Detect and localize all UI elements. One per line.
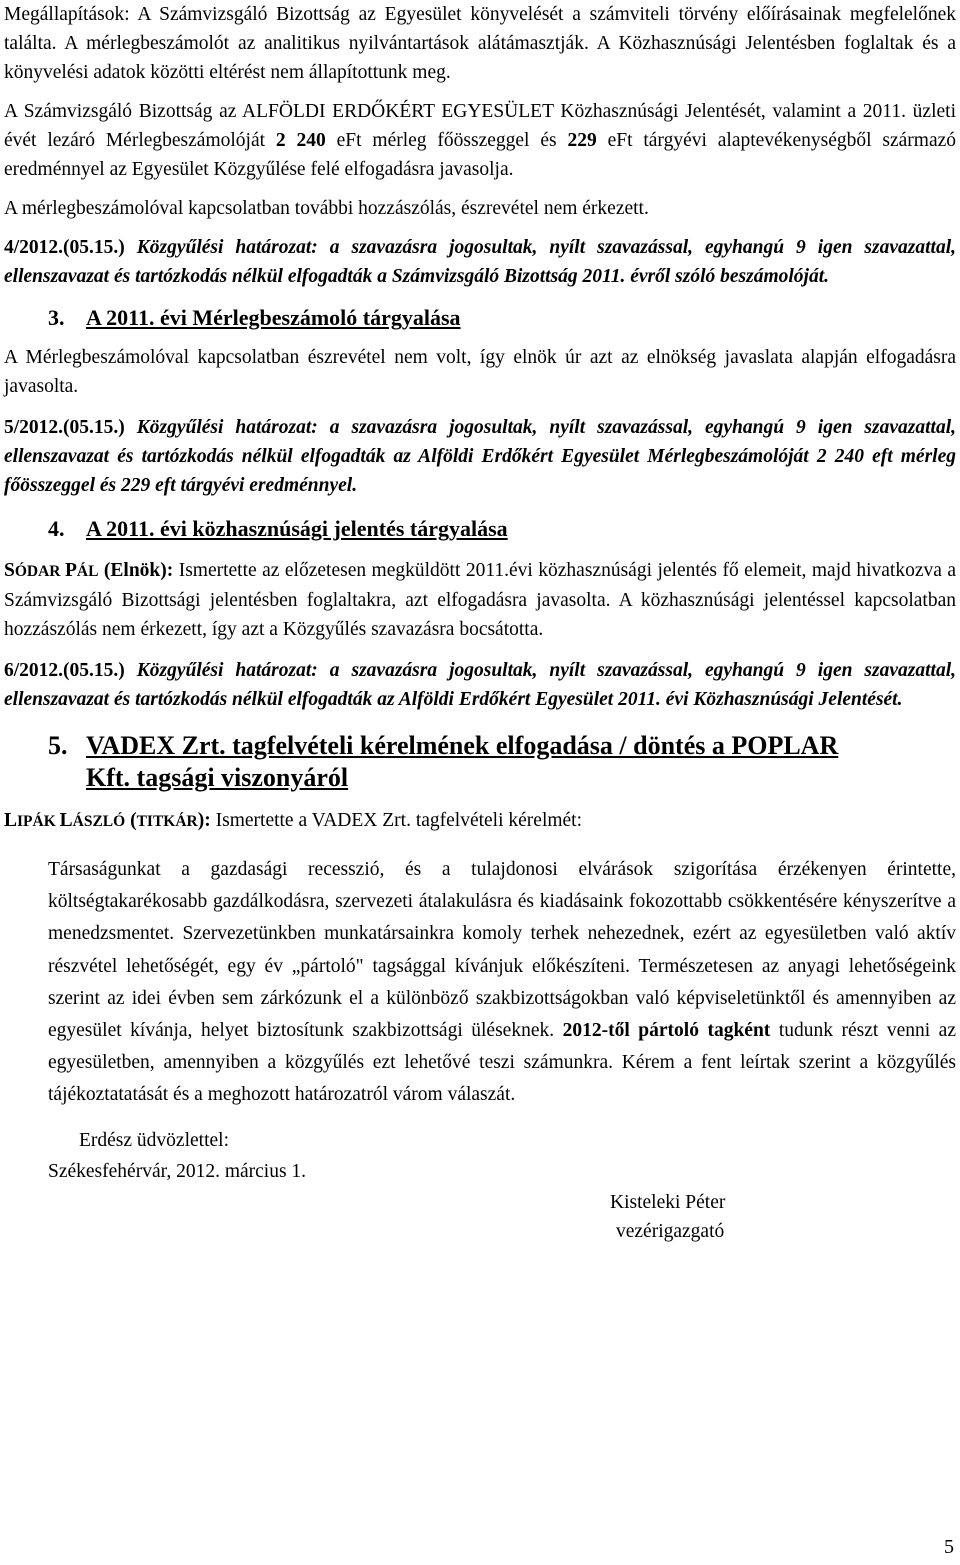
document-page: [4, 0, 956, 1246]
greeting: Erdész üdvözlettel:: [79, 1129, 229, 1151]
secretary-paragraph: [4, 806, 956, 836]
resolution-5-number: 5/2012.(05.15.): [4, 417, 125, 438]
findings-paragraph: Megállapítások: A Számvizsgáló Bizottság az Egyesület könyvelését a számviteli törvény előírásainak megfelelőnek találta. A mérlegbeszámolót az analitikus nyilvántartások alátámasztják. A Közhasznúsági Jelentésben foglaltak és a könyvelési adatok közötti eltérést nem állapítottunk meg.: [4, 4, 956, 83]
committee-proposal-paragraph: [4, 97, 956, 184]
president-paragraph: [4, 556, 956, 644]
section-3-heading: [4, 303, 956, 333]
balance-report-paragraph: A Mérlegbeszámolóval kapcsolatban észrevétel nem volt, így elnök úr azt az elnökség javaslata alapján elfogadásra javasolta.: [4, 347, 956, 397]
letter-text-b: tudunk részt venni az egyesületben, amennyiben a közgyűlés ezt lehetővé teszi számunkra. Kérem a fent leírtak szerint a közgyűlés tájékoztatatását és a meghozott határozatról várom válaszát.: [48, 1020, 956, 1106]
secretary-name: LIPÁK LÁSZLÓ (TITKÁR):: [4, 810, 211, 831]
result-value: 229: [567, 130, 597, 151]
section-4-number: 4.: [48, 516, 65, 541]
resolution-6: [4, 656, 956, 714]
section-5-title-line1: VADEX Zrt. tagfelvételi kérelmének elfogadása / döntés a POPLAR: [86, 731, 839, 760]
section-5-heading: [4, 730, 956, 794]
section-5-title-line2: Kft. tagsági viszonyáról: [86, 763, 349, 792]
proposal-text-a: A Számvizsgáló Bizottság az ALFÖLDI ERDŐKÉRT EGYESÜLET Közhasznúsági Jelentését, valamint a 2011. üzleti évét lezáró Mérlegbeszámolóját: [4, 101, 956, 151]
signature-block: [4, 1188, 956, 1246]
president-name: SÓDAR PÁL (Elnök):: [4, 560, 174, 581]
signer-name: Kisteleki Péter: [610, 1191, 726, 1213]
letter-bold-phrase: 2012-től pártoló tagként: [562, 1020, 771, 1042]
resolution-6-text: Közgyűlési határozat: a szavazásra jogosultak, nyílt szavazással, egyhangú 9 igen szavazattal, ellenszavazat és tartózkodás nélkül elfogadták az Alföldi Erdőkért Egyesület 2011. évi Közhasznúsági Jelentését.: [4, 660, 956, 710]
proposal-text-c: eFt mérleg főösszeggel és: [325, 130, 568, 151]
no-comments-paragraph: A mérlegbeszámolóval kapcsolatban további hozzászólás, észrevétel nem érkezett.: [4, 198, 649, 219]
section-3-title: A 2011. évi Mérlegbeszámoló tárgyalása: [86, 305, 461, 330]
resolution-6-number: 6/2012.(05.15.): [4, 660, 125, 681]
section-4-title: A 2011. évi közhasznúsági jelentés tárgyalása: [86, 516, 508, 541]
resolution-5: [4, 413, 956, 500]
signer-title: vezérigazgató: [616, 1220, 725, 1242]
letter-text-a: Társaságunkat a gazdasági recesszió, és a tulajdonosi elvárások szigorítása érzékenyen érintette, költségtakarékosabb gazdálkodásra, szervezeti átalakulásra és kiadásaink fokozottabb csökkentésére kényszerítve a menedzsmentet. Szervezetünkben munkatársainkra komoly terhek nehezednek, ezért az egyesületben való aktív részvétel lehetőségét, egy év „pártoló" tagsággal kívánjuk előkészíteni. Természetesen az anyagi lehetőségeink szerint az idei évben sem zárkózunk el a különböző szakbizottságokban való képviseletünktől és amennyiben az egyesület kívánja, helyet biztosítunk szakbizottsági üléseknek.: [48, 859, 956, 1042]
resolution-5-text: Közgyűlési határozat: a szavazásra jogosultak, nyílt szavazással, egyhangú 9 igen szavazattal, ellenszavazat és tartózkodás nélkül elfogadták az Alföldi Erdőkért Egyesület Mérlegbeszámolóját 2 240 eft mérleg főösszeggel és 229 eft tárgyévi eredménnyel.: [4, 417, 956, 496]
proposal-text-d: eFt tárgyévi alaptevékenységből származó eredménnyel az Egyesület Közgyűlése felé elfogadásra javasolja.: [4, 130, 957, 180]
place-date: Székesfehérvár, 2012. március 1.: [48, 1160, 307, 1182]
secretary-text: Ismertette a VADEX Zrt. tagfelvételi kérelmét:: [210, 810, 583, 831]
section-5-number: 5.: [48, 731, 68, 760]
page-number: 5: [944, 1536, 954, 1558]
resolution-4: [4, 233, 956, 291]
resolution-4-text: Közgyűlési határozat: a szavazásra jogosultak, nyílt szavazással, egyhangú 9 igen szavazattal, ellenszavazat és tartózkodás nélkül elfogadták a Számvizsgáló Bizottság 2011. évről szóló beszámolóját.: [4, 237, 956, 287]
section-3-number: 3.: [48, 305, 65, 330]
section-4-heading: [4, 514, 956, 544]
president-text: Ismertette az előzetesen megküldött 2011.évi közhasznúsági jelentés fő elemeit, majd hivatkozva a Számvizsgáló Bizottsági jelentésben foglaltakra, azt elfogadásra javasolta. A közhasznúsági jelentéssel kapcsolatban hozzászólás nem érkezett, így azt a Közgyűlés szavazásra bocsátotta.: [4, 560, 956, 640]
vadex-letter: [4, 854, 956, 1112]
resolution-4-number: 4/2012.(05.15.): [4, 237, 125, 258]
balance-sheet-total: 2 240: [275, 130, 326, 151]
